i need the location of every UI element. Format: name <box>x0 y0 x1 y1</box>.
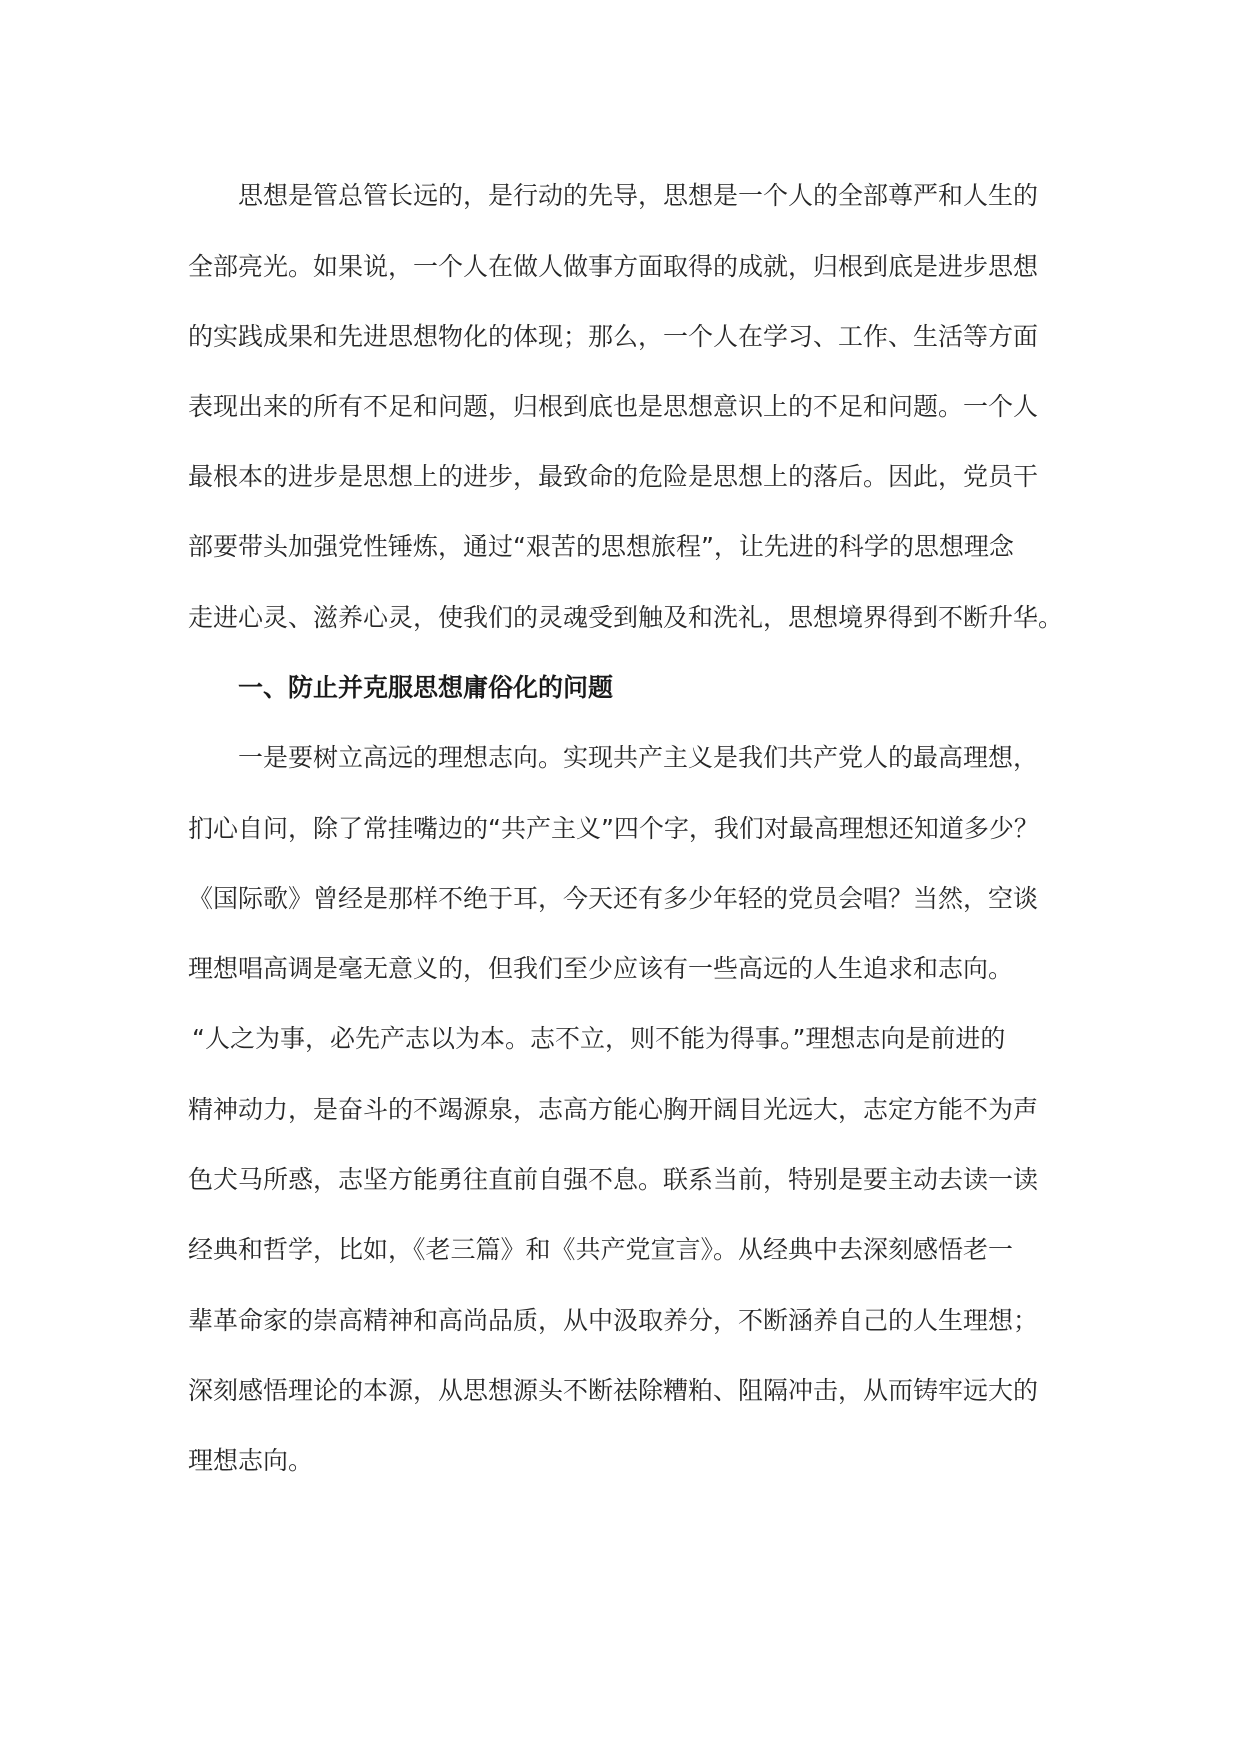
body-line: 经典和哲学，比如，《老三篇》和《共产党宣言》。从经典中去深刻感悟老一 <box>188 1235 1014 1264</box>
body-line: 理想唱高调是毫无意义的，但我们至少应该有一些高远的人生追求和志向。 <box>188 954 1014 983</box>
intro-line: 思想是管总管长远的，是行动的先导，思想是一个人的全部尊严和人生的 <box>238 181 1039 210</box>
body-line: 色犬马所惑，志坚方能勇往直前自强不息。联系当前，特别是要主动去读一读 <box>188 1165 1039 1194</box>
body-line: 深刻感悟理论的本源，从思想源头不断祛除糟粕、阻隔冲击，从而铸牢远大的 <box>188 1376 1039 1405</box>
intro-line: 最根本的进步是思想上的进步，最致命的危险是思想上的落后。因此，党员干 <box>188 462 1039 491</box>
body-line: 精神动力，是奋斗的不竭源泉，志高方能心胸开阔目光远大，志定方能不为声 <box>188 1095 1039 1124</box>
intro-line: 走进心灵、滋养心灵，使我们的灵魂受到触及和洗礼，思想境界得到不断升华。 <box>188 603 1064 632</box>
body-line: 一是要树立高远的理想志向。实现共产主义是我们共产党人的最高理想， <box>238 743 1039 772</box>
body-line: 《国际歌》曾经是那样不绝于耳，今天还有多少年轻的党员会唱？当然，空谈 <box>188 884 1039 913</box>
body-line: 扪心自问，除了常挂嘴边的“共产主义”四个字，我们对最高理想还知道多少？ <box>188 814 1039 843</box>
body-line: “人之为事，必先产志以为本。志不立，则不能为得事。”理想志向是前进的 <box>192 1024 1006 1053</box>
intro-line: 的实践成果和先进思想物化的体现；那么，一个人在学习、工作、生活等方面 <box>188 322 1039 351</box>
section-heading: 一、防止并克服思想庸俗化的问题 <box>238 673 614 702</box>
body-line: 理想志向。 <box>188 1446 314 1475</box>
intro-line: 表现出来的所有不足和问题，归根到底也是思想意识上的不足和问题。一个人 <box>188 392 1039 421</box>
intro-line: 全部亮光。如果说，一个人在做人做事方面取得的成就，归根到底是进步思想 <box>188 252 1039 281</box>
body-line: 辈革命家的崇高精神和高尚品质，从中汲取养分，不断涵养自己的人生理想； <box>188 1306 1039 1335</box>
intro-line: 部要带头加强党性锤炼，通过“艰苦的思想旅程”，让先进的科学的思想理念 <box>188 532 1014 561</box>
